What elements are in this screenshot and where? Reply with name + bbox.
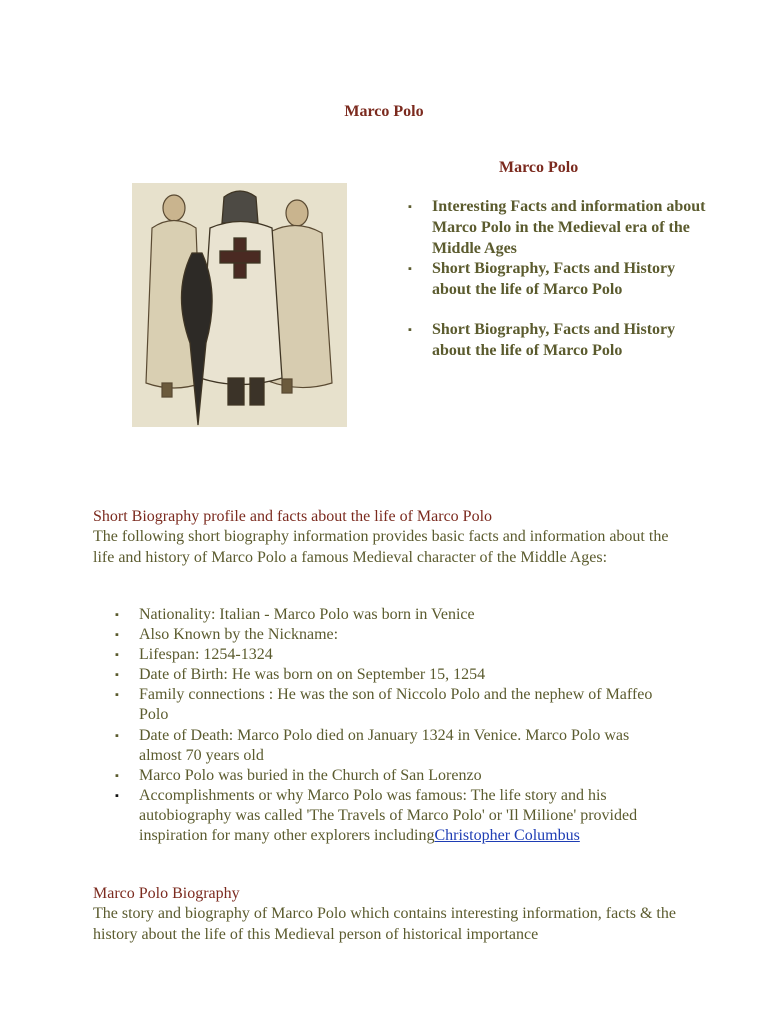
list-item: ▪ Short Biography, Facts and History about the life of Marco Polo xyxy=(408,259,708,301)
side-list xyxy=(408,197,708,362)
list-item: ▪ Marco Polo was buried in the Church of San Lorenzo xyxy=(115,766,675,786)
biography-section xyxy=(93,884,693,945)
list-item: ▪ Lifespan: 1254-1324 xyxy=(115,645,675,665)
bio-heading: Short Biography profile and facts about the life of Marco Polo xyxy=(93,508,493,525)
bio-facts-list xyxy=(115,605,675,846)
list-item: ▪ Date of Death: Marco Polo died on January 1324 in Venice. Marco Polo was almost 70 years old xyxy=(115,726,675,766)
list-item xyxy=(115,786,675,846)
list-item: ▪ Nationality: Italian - Marco Polo was born in Venice xyxy=(115,605,675,625)
biography-heading: Marco Polo Biography xyxy=(93,885,240,902)
page-title: Marco Polo xyxy=(344,103,424,120)
medieval-figures-illustration xyxy=(132,183,347,427)
bio-intro: The following short biography information provides basic facts and information about the life and history of Marco Polo a famous Medieval character of the Middle Ages: xyxy=(93,528,669,566)
list-item: ▪ Also Known by the Nickname: xyxy=(115,625,675,645)
accomplishments-text: Accomplishments or why Marco Polo was famous: The life story and his autobiography was called 'The Travels of Marco Polo' or 'Il Milione' provided inspiration for many other explorers including xyxy=(139,786,638,845)
side-title: Marco Polo xyxy=(499,159,579,176)
list-item: ▪ Short Biography, Facts and History about the life of Marco Polo xyxy=(408,320,708,362)
list-item: ▪ Date of Birth: He was born on on September 15, 1254 xyxy=(115,665,675,685)
christopher-columbus-link[interactable]: Christopher Columbus xyxy=(434,827,580,845)
list-item: ▪ Family connections : He was the son of Niccolo Polo and the nephew of Maffeo Polo xyxy=(115,685,675,725)
bio-section xyxy=(93,507,693,568)
list-item: ▪ Interesting Facts and information about Marco Polo in the Medieval era of the Middle Ages xyxy=(408,197,708,259)
biography-text: The story and biography of Marco Polo which contains interesting information, facts & the history about the life of this Medieval person of historical importance xyxy=(93,905,676,943)
